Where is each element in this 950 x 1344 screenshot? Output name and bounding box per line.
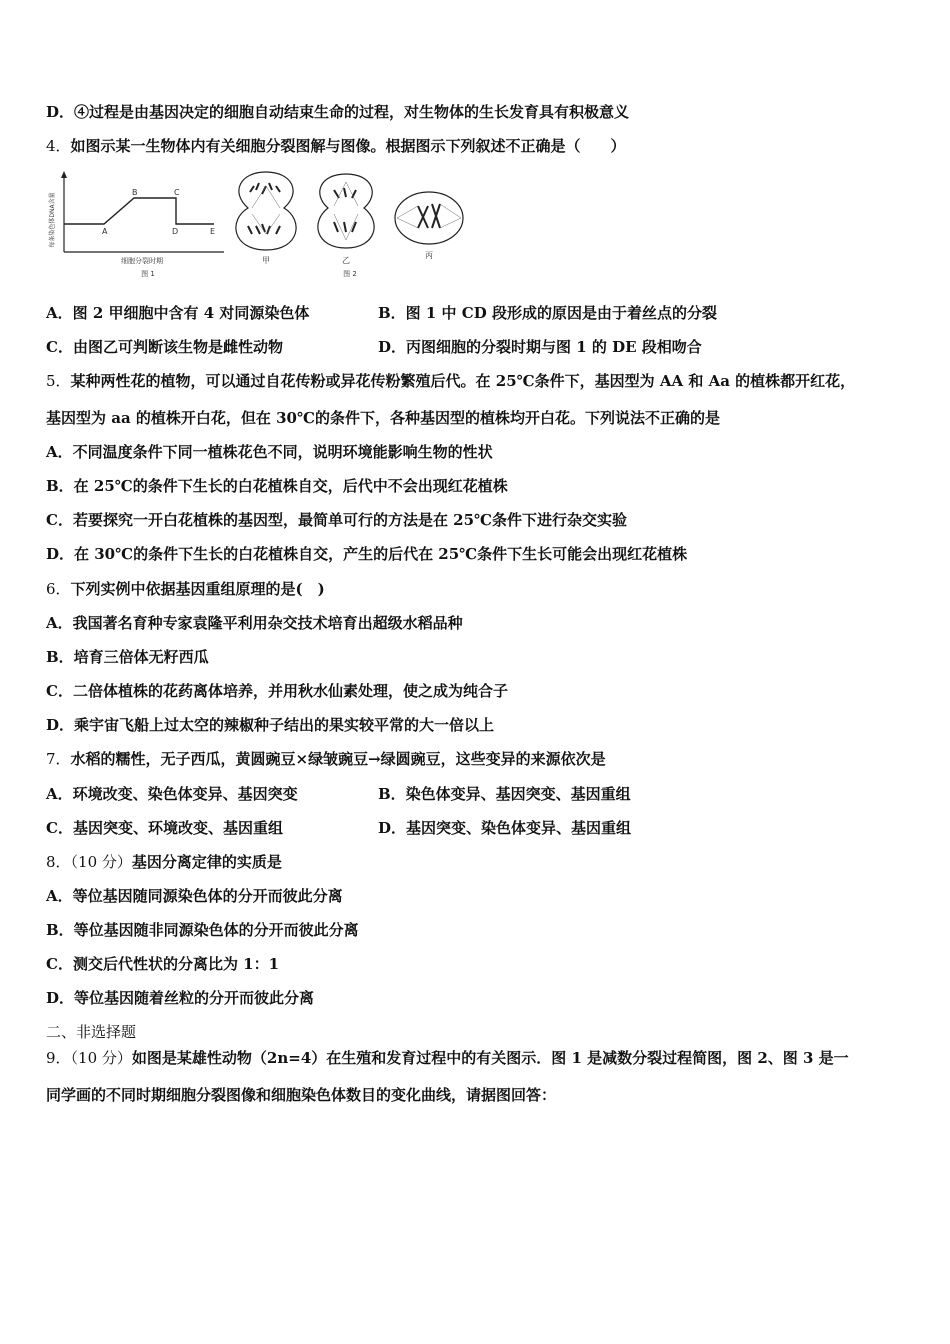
question-6 [46, 579, 325, 599]
question-7-number: 7． [46, 750, 71, 768]
cell-jia-icon [236, 172, 296, 265]
q8-option-c: C．测交后代性状的分离比为 1：1 [46, 955, 280, 973]
q4-option-c: C．由图乙可判断该生物是雌性动物 [46, 338, 283, 356]
q6-option-c: C．二倍体植株的花药离体培养，并用秋水仙素处理，使之成为纯合子 [46, 682, 508, 700]
question-7 [46, 749, 606, 769]
question-4-stem: 如图示某一生物体内有关细胞分裂图解与图像。根据图示下列叙述不正确是（ ） [70, 137, 626, 155]
q5-option-d: D．在 30℃的条件下生长的白花植株自交，产生的后代在 25℃条件下生长可能会出现红花植株 [46, 545, 688, 563]
q7-option-b: B．染色体变异、基因突变、基因重组 [378, 785, 631, 803]
q4-option-a: A．图 2 甲细胞中含有 4 对同源染色体 [46, 304, 310, 322]
question-8-number: 8．（10 分） [46, 853, 132, 871]
q7-option-c: C．基因突变、环境改变、基因重组 [46, 819, 283, 837]
question-4-number: 4． [46, 137, 71, 155]
figure-1-caption: 图 1 [141, 270, 155, 278]
cell-bing-label: 丙 [425, 251, 433, 260]
question-5-number: 5． [46, 372, 71, 390]
q7-option-a: A．环境改变、染色体变异、基因突变 [46, 785, 298, 803]
cell-bing-icon [395, 192, 463, 260]
q3-option-d: D．④过程是由基因决定的细胞自动结束生命的过程，对生物体的生长发育具有积极意义 [46, 103, 630, 121]
cell-jia-label: 甲 [262, 256, 270, 265]
question-9-stem-line-1: 如图是某雄性动物（2n=4）在生殖和发育过程中的有关图示．图 1 是减数分裂过程简图，图 2、图 3 是一 [131, 1049, 849, 1067]
q6-option-b: B．培育三倍体无籽西瓜 [46, 648, 209, 666]
question-7-stem: 水稻的糯性，无子西瓜，黄圆豌豆×绿皱豌豆→绿圆豌豆，这些变异的来源依次是 [70, 750, 606, 768]
figure-1-ylabel: 每条染色体DNA含量 [49, 192, 56, 248]
point-label-c: C [174, 188, 180, 197]
question-8-stem: 基因分离定律的实质是 [131, 853, 282, 871]
question-5-stem-line-2: 基因型为 aa 的植株开白花，但在 30℃的条件下，各种基因型的植株均开白花。下列说法不正确的是 [46, 409, 720, 427]
question-9-stem-line-2: 同学画的不同时期细胞分裂图像和细胞染色体数目的变化曲线，请据图回答： [46, 1086, 557, 1104]
question-5 [46, 371, 855, 391]
section-2-heading: 二、非选择题 [46, 1023, 137, 1041]
question-4-figure [44, 168, 474, 286]
q5-option-c: C．若要探究一开白花植株的基因型，最简单可行的方法是在 25℃条件下进行杂交实验 [46, 511, 628, 529]
point-label-e: E [210, 227, 216, 236]
question-8 [46, 852, 282, 872]
figure-1-graph [48, 171, 224, 278]
q7-option-d: D．基因突变、染色体变异、基因重组 [378, 819, 632, 837]
figure-2-caption: 图 2 [343, 270, 357, 278]
point-label-b: B [132, 188, 138, 197]
cell-yi-label: 乙 [342, 256, 350, 265]
figure-1-xlabel: 细胞分裂时期 [121, 257, 163, 265]
point-label-d: D [172, 227, 179, 236]
cell-yi-icon [318, 174, 374, 265]
question-4 [46, 136, 626, 156]
question-9 [46, 1048, 849, 1068]
question-6-stem: 下列实例中依据基因重组原理的是( ) [70, 580, 325, 598]
point-label-a: A [102, 227, 108, 236]
q6-option-a: A．我国著名育种专家袁隆平利用杂交技术培育出超级水稻品种 [46, 614, 463, 632]
q5-option-a: A．不同温度条件下同一植株花色不同，说明环境能影响生物的性状 [46, 443, 493, 461]
q6-option-d: D．乘宇宙飞船上过太空的辣椒种子结出的果实较平常的大一倍以上 [46, 716, 495, 734]
question-5-stem-line-1: 某种两性花的植物，可以通过自花传粉或异花传粉繁殖后代。在 25℃条件下，基因型为 AA 和 Aa 的植株都开红花， [70, 372, 856, 390]
q4-option-b: B．图 1 中 CD 段形成的原因是由于着丝点的分裂 [378, 304, 717, 322]
q8-option-b: B．等位基因随非同源染色体的分开而彼此分离 [46, 921, 359, 939]
q8-option-a: A．等位基因随同源染色体的分开而彼此分离 [46, 887, 343, 905]
q4-option-d: D．丙图细胞的分裂时期与图 1 的 DE 段相吻合 [378, 338, 702, 356]
q8-option-d: D．等位基因随着丝粒的分开而彼此分离 [46, 989, 315, 1007]
question-9-number: 9．（10 分） [46, 1049, 132, 1067]
question-6-number: 6． [46, 580, 71, 598]
q5-option-b: B．在 25℃的条件下生长的白花植株自交，后代中不会出现红花植株 [46, 477, 508, 495]
